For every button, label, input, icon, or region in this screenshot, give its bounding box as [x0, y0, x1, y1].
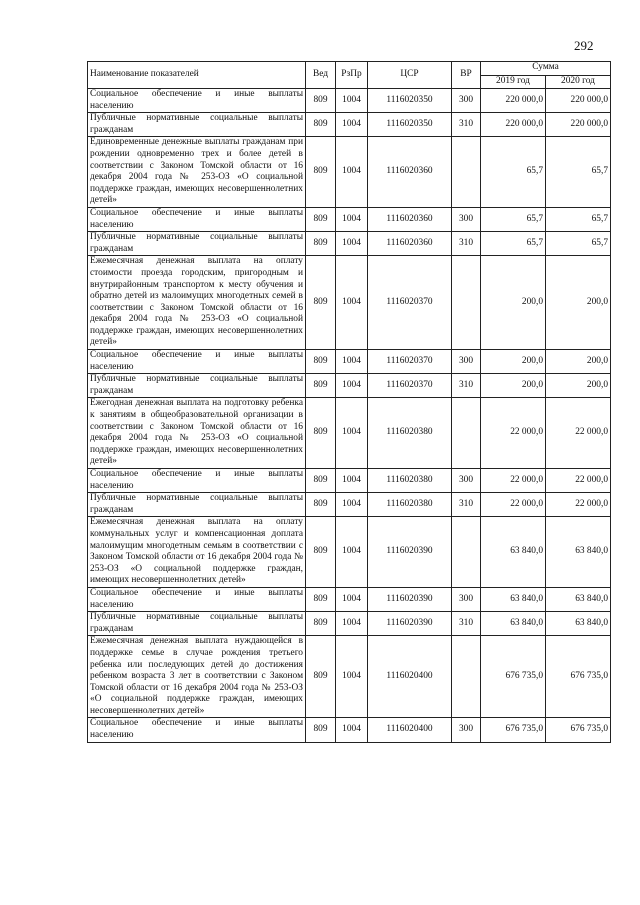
- cell-name: Публичные нормативные социальные выплаты гражданам: [88, 612, 306, 636]
- cell-csr: 1116020390: [368, 587, 452, 611]
- cell-2020: 65,7: [546, 207, 611, 231]
- cell-rzpr: 1004: [336, 137, 368, 208]
- cell-vr: 300: [452, 587, 481, 611]
- cell-2019: 220 000,0: [481, 113, 546, 137]
- cell-vr: [452, 517, 481, 588]
- cell-csr: 1116020350: [368, 113, 452, 137]
- cell-vr: 300: [452, 350, 481, 374]
- cell-2020: 65,7: [546, 232, 611, 256]
- cell-rzpr: 1004: [336, 232, 368, 256]
- cell-name: Социальное обеспечение и иные выплаты населению: [88, 89, 306, 113]
- table-row: [88, 612, 611, 636]
- table-body: [88, 89, 611, 743]
- cell-vr: [452, 398, 481, 469]
- cell-name: Публичные нормативные социальные выплаты гражданам: [88, 232, 306, 256]
- cell-vr: 300: [452, 89, 481, 113]
- table-row: [88, 587, 611, 611]
- cell-csr: 1116020370: [368, 350, 452, 374]
- cell-rzpr: 1004: [336, 350, 368, 374]
- header-csr: ЦСР: [368, 62, 452, 89]
- cell-2019: 22 000,0: [481, 469, 546, 493]
- cell-name: Ежемесячная денежная выплата на оплату стоимости проезда городским, пригородным и внутрирайонным транспортом к месту обучения и обратно детей из малоимущих многодетных семей в соответствии с Законом Томской области от 16 декабря 2004 года № 253-ОЗ «О социальной поддержке граждан, имеющих несовершеннолетних детей»: [88, 256, 306, 350]
- cell-rzpr: 1004: [336, 256, 368, 350]
- cell-vr: [452, 137, 481, 208]
- cell-rzpr: 1004: [336, 89, 368, 113]
- cell-2019: 63 840,0: [481, 587, 546, 611]
- cell-csr: 1116020380: [368, 469, 452, 493]
- cell-2019: 676 735,0: [481, 636, 546, 718]
- cell-2020: 200,0: [546, 256, 611, 350]
- cell-vr: 310: [452, 493, 481, 517]
- cell-csr: 1116020390: [368, 517, 452, 588]
- cell-csr: 1116020380: [368, 398, 452, 469]
- cell-2019: 65,7: [481, 207, 546, 231]
- cell-ved: 809: [306, 374, 336, 398]
- cell-vr: 310: [452, 232, 481, 256]
- cell-2020: 22 000,0: [546, 469, 611, 493]
- cell-2020: 676 735,0: [546, 718, 611, 742]
- cell-2019: 22 000,0: [481, 493, 546, 517]
- cell-ved: 809: [306, 232, 336, 256]
- cell-rzpr: 1004: [336, 113, 368, 137]
- cell-name: Ежегодная денежная выплата на подготовку ребенка к занятиям в общеобразовательной организации в соответствии с Законом Томской области от 16 декабря 2004 года № 253-ОЗ «О социальной поддержке граждан, имеющих несовершеннолетних детей»: [88, 398, 306, 469]
- cell-2019: 200,0: [481, 350, 546, 374]
- header-rzpr: РзПр: [336, 62, 368, 89]
- cell-ved: 809: [306, 398, 336, 469]
- header-vr: ВР: [452, 62, 481, 89]
- cell-2019: 65,7: [481, 137, 546, 208]
- cell-csr: 1116020360: [368, 232, 452, 256]
- cell-2020: 676 735,0: [546, 636, 611, 718]
- cell-name: Ежемесячная денежная выплата нуждающейся в поддержке семье в случае рождения третьего ребенка или последующих детей до достижения ребенком возраста 3 лет в соответствии с Законом Томской области от 16 декабря 2004 года № 253-ОЗ «О социальной поддержке граждан, имеющих несовершеннолетних детей»: [88, 636, 306, 718]
- cell-ved: 809: [306, 469, 336, 493]
- table-header: [88, 62, 611, 89]
- table-row: [88, 517, 611, 588]
- cell-vr: [452, 636, 481, 718]
- cell-name: Ежемесячная денежная выплата на оплату коммунальных услуг и компенсационная доплата малоимущим многодетным семьям в соответствии с Законом Томской области от 16 декабря 2004 года № 253-ОЗ «О социальной поддержке граждан, имеющих несовершеннолетних детей»: [88, 517, 306, 588]
- cell-2020: 200,0: [546, 350, 611, 374]
- cell-ved: 809: [306, 113, 336, 137]
- cell-name: Социальное обеспечение и иные выплаты населению: [88, 207, 306, 231]
- cell-vr: 310: [452, 374, 481, 398]
- cell-ved: 809: [306, 636, 336, 718]
- cell-name: Социальное обеспечение и иные выплаты населению: [88, 718, 306, 742]
- header-sum: Сумма: [481, 62, 611, 76]
- cell-ved: 809: [306, 256, 336, 350]
- cell-rzpr: 1004: [336, 398, 368, 469]
- cell-rzpr: 1004: [336, 612, 368, 636]
- cell-2020: 63 840,0: [546, 612, 611, 636]
- cell-name: Социальное обеспечение и иные выплаты населению: [88, 587, 306, 611]
- table-row: [88, 232, 611, 256]
- cell-ved: 809: [306, 493, 336, 517]
- budget-table: [87, 61, 611, 743]
- cell-csr: 1116020350: [368, 89, 452, 113]
- cell-2019: 22 000,0: [481, 398, 546, 469]
- cell-2020: 220 000,0: [546, 113, 611, 137]
- page-number: 292: [574, 38, 594, 53]
- table-row: [88, 256, 611, 350]
- cell-2020: 22 000,0: [546, 493, 611, 517]
- cell-2019: 63 840,0: [481, 612, 546, 636]
- cell-vr: 310: [452, 113, 481, 137]
- cell-2020: 200,0: [546, 374, 611, 398]
- cell-csr: 1116020400: [368, 718, 452, 742]
- table-row: [88, 469, 611, 493]
- table-row: [88, 207, 611, 231]
- cell-ved: 809: [306, 89, 336, 113]
- cell-csr: 1116020360: [368, 207, 452, 231]
- cell-2019: 200,0: [481, 256, 546, 350]
- cell-ved: 809: [306, 207, 336, 231]
- cell-name: Публичные нормативные социальные выплаты гражданам: [88, 374, 306, 398]
- cell-rzpr: 1004: [336, 493, 368, 517]
- cell-rzpr: 1004: [336, 374, 368, 398]
- cell-csr: 1116020360: [368, 137, 452, 208]
- cell-2020: 63 840,0: [546, 587, 611, 611]
- cell-csr: 1116020400: [368, 636, 452, 718]
- cell-rzpr: 1004: [336, 517, 368, 588]
- table-row: [88, 636, 611, 718]
- cell-2019: 676 735,0: [481, 718, 546, 742]
- cell-2020: 63 840,0: [546, 517, 611, 588]
- table-row: [88, 493, 611, 517]
- table-row: [88, 374, 611, 398]
- cell-vr: 300: [452, 718, 481, 742]
- cell-vr: 300: [452, 469, 481, 493]
- table-row: [88, 89, 611, 113]
- cell-rzpr: 1004: [336, 207, 368, 231]
- cell-ved: 809: [306, 718, 336, 742]
- cell-rzpr: 1004: [336, 718, 368, 742]
- cell-vr: 300: [452, 207, 481, 231]
- cell-csr: 1116020370: [368, 256, 452, 350]
- cell-2020: 65,7: [546, 137, 611, 208]
- table-row: [88, 718, 611, 742]
- cell-ved: 809: [306, 612, 336, 636]
- cell-csr: 1116020370: [368, 374, 452, 398]
- cell-rzpr: 1004: [336, 636, 368, 718]
- cell-2019: 65,7: [481, 232, 546, 256]
- cell-csr: 1116020380: [368, 493, 452, 517]
- cell-rzpr: 1004: [336, 469, 368, 493]
- table-row: [88, 113, 611, 137]
- cell-2019: 200,0: [481, 374, 546, 398]
- header-year-2020: 2020 год: [546, 75, 611, 89]
- cell-ved: 809: [306, 137, 336, 208]
- header-year-2019: 2019 год: [481, 75, 546, 89]
- cell-rzpr: 1004: [336, 587, 368, 611]
- header-ved: Вед: [306, 62, 336, 89]
- cell-2019: 63 840,0: [481, 517, 546, 588]
- table-row: [88, 350, 611, 374]
- cell-vr: 310: [452, 612, 481, 636]
- cell-name: Социальное обеспечение и иные выплаты населению: [88, 469, 306, 493]
- cell-ved: 809: [306, 517, 336, 588]
- cell-vr: [452, 256, 481, 350]
- cell-name: Публичные нормативные социальные выплаты гражданам: [88, 113, 306, 137]
- cell-csr: 1116020390: [368, 612, 452, 636]
- cell-2020: 22 000,0: [546, 398, 611, 469]
- header-name: Наименование показателей: [88, 62, 306, 89]
- table-row: [88, 398, 611, 469]
- table-row: [88, 137, 611, 208]
- cell-name: Единовременные денежные выплаты гражданам при рождении одновременно трех и более детей в соответствии с Законом Томской области от 16 декабря 2004 года № 253-ОЗ «О социальной поддержке граждан, имеющих несовершеннолетних детей»: [88, 137, 306, 208]
- cell-ved: 809: [306, 587, 336, 611]
- cell-ved: 809: [306, 350, 336, 374]
- cell-name: Социальное обеспечение и иные выплаты населению: [88, 350, 306, 374]
- cell-2020: 220 000,0: [546, 89, 611, 113]
- cell-2019: 220 000,0: [481, 89, 546, 113]
- cell-name: Публичные нормативные социальные выплаты гражданам: [88, 493, 306, 517]
